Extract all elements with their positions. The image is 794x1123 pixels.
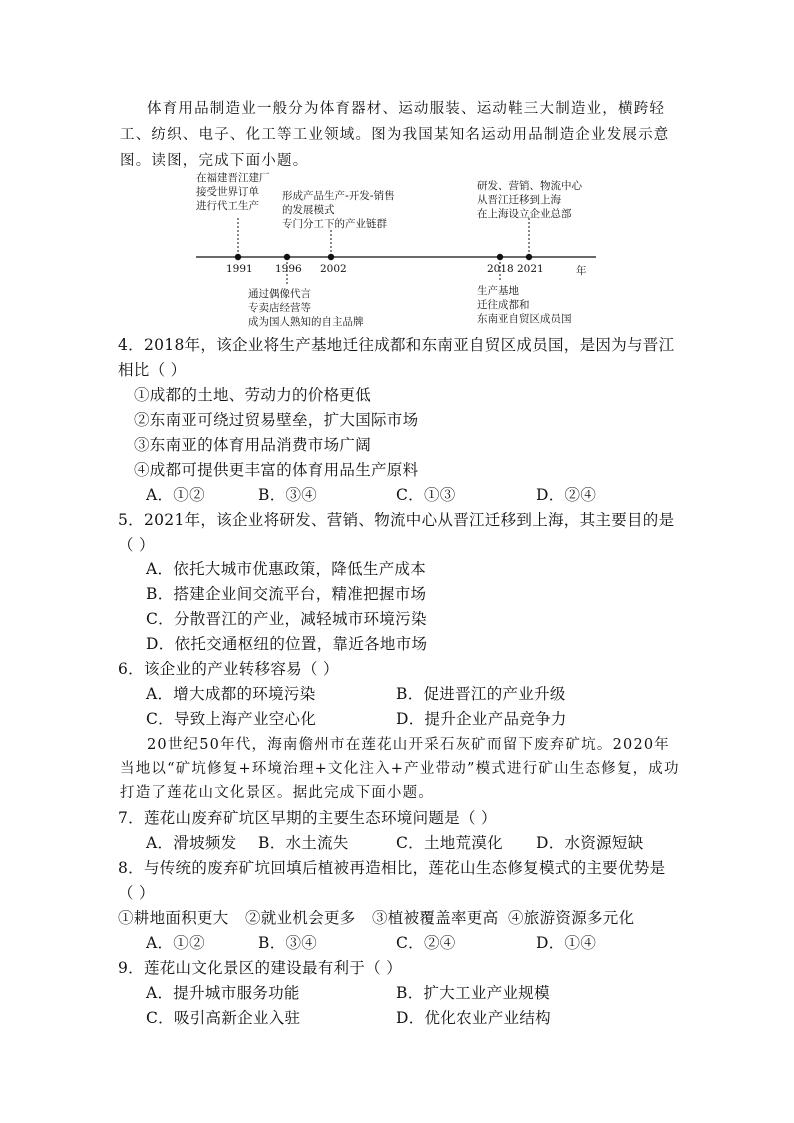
event-2021-text (477, 179, 582, 221)
q9-choice-a[interactable]: A．提升城市服务功能 (146, 984, 300, 1002)
event-line: 研发、营销、物流中心 (477, 180, 582, 192)
point-1996 (284, 254, 290, 260)
q6-stem: 6．该企业的产业转移容易（ ） (118, 660, 339, 678)
event-line: 专门分工下的产业链群 (282, 218, 387, 230)
q8-item-2: ②就业机会更多 (245, 909, 356, 927)
q6-choice-b[interactable]: B．促进晋江的产业升级 (396, 685, 566, 703)
event-line: 专卖店经营等 (248, 302, 311, 314)
q5-stem-line-2: （ ） (118, 536, 155, 554)
q6-choice-d[interactable]: D．提升企业产品竞争力 (396, 710, 567, 728)
point-2002 (328, 254, 334, 260)
q5-choice-d[interactable]: D．依托交通枢纽的位置，靠近各地市场 (146, 635, 428, 653)
q8-choice-b[interactable]: B．③④ (258, 934, 318, 952)
q8-item-3: ③植被覆盖率更高 (372, 909, 499, 927)
q8-choice-d[interactable]: D．①④ (536, 934, 597, 952)
event-1996-text (248, 287, 364, 329)
q7-choice-d[interactable]: D．水资源短缺 (536, 834, 644, 852)
q4-choice-c[interactable]: C．①③ (396, 486, 456, 504)
year-label-1991: 1991 (226, 263, 253, 275)
q9-choice-d[interactable]: D．优化农业产业结构 (396, 1009, 551, 1027)
q8-stem-line-1: 8．与传统的废弃矿坑回填后植被再造相比，莲花山生态修复模式的主要优势是 (118, 859, 666, 877)
q5-choice-a[interactable]: A．依托大城市优惠政策，降低生产成本 (146, 560, 427, 578)
timeline-graphic (0, 0, 794, 340)
point-2021 (526, 254, 532, 260)
q6-choice-a[interactable]: A．增大成都的环境污染 (146, 685, 316, 703)
q7-stem: 7．莲花山废弃矿坑区早期的主要生态环境问题是（ ） (118, 809, 497, 827)
q4-stem-line-1: 4．2018年，该企业将生产基地迁往成都和东南亚自贸区成员国，是因为与晋江 (118, 336, 675, 354)
q4-choice-a[interactable]: A．①② (146, 486, 205, 504)
q4-item-1: ①成都的土地、劳动力的价格更低 (134, 386, 372, 404)
event-1991-text (196, 171, 270, 213)
q9-choice-b[interactable]: B．扩大工业产业规模 (396, 984, 550, 1002)
event-line: 从晋江迁移到上海 (477, 194, 561, 206)
event-line: 形成产品生产-开发-销售 (282, 190, 395, 202)
intro-paragraph-line-2: 工、纺织、电子、化工等工业领域。图为我国某知名运动用品制造企业发展示意 (120, 127, 670, 143)
event-line: 迁往成都和 (477, 299, 530, 311)
q8-choice-a[interactable]: A．①② (146, 934, 205, 952)
q7-choice-b[interactable]: B．水土流失 (258, 834, 349, 852)
event-line: 通过偶像代言 (248, 288, 311, 300)
q9-stem: 9．莲花山文化景区的建设最有利于（ ） (118, 959, 402, 977)
q5-stem-line-1: 5．2021年，该企业将研发、营销、物流中心从晋江迁移到上海，其主要目的是 (118, 511, 675, 529)
q4-item-3: ③东南亚的体育用品消费市场广阔 (134, 436, 372, 454)
q4-choice-d[interactable]: D．②④ (536, 486, 597, 504)
event-2002-text (282, 189, 395, 231)
event-line: 成为国人熟知的自主品牌 (248, 316, 364, 328)
timeline-diagram (0, 0, 794, 340)
event-line: 在福建晋江建厂 (196, 172, 270, 184)
q4-choice-b[interactable]: B．③④ (258, 486, 318, 504)
q6-choice-c[interactable]: C．导致上海产业空心化 (146, 710, 317, 728)
intro2-paragraph-line-2: 当地以“矿坑修复+环境治理+文化注入+产业带动”模式进行矿山生态修复，成功 (120, 761, 680, 777)
q5-choice-b[interactable]: B．搭建企业间交流平台，精准把握市场 (146, 585, 427, 603)
q5-choice-c[interactable]: C．分散晋江的产业，减轻城市环境污染 (146, 610, 427, 628)
year-label-1996: 1996 (275, 263, 302, 275)
event-2018-text (477, 284, 572, 326)
axis-unit-label: 年 (576, 265, 587, 277)
q8-item-1: ①耕地面积更大 (118, 909, 229, 927)
intro2-paragraph-line-3: 打造了莲花山文化景区。据此完成下面小题。 (120, 785, 434, 801)
q4-stem-line-2: 相比（ ） (118, 361, 187, 379)
event-line: 生产基地 (477, 285, 519, 297)
q9-choice-c[interactable]: C．吸引高新企业入驻 (146, 1009, 301, 1027)
q8-item-4: ④旅游资源多元化 (508, 909, 635, 927)
event-line: 在上海设立企业总部 (477, 208, 572, 220)
year-label-2021: 2021 (517, 263, 544, 275)
q7-choice-c[interactable]: C．土地荒漠化 (396, 834, 503, 852)
q4-item-4: ④成都可提供更丰富的体育用品生产原料 (134, 461, 419, 479)
intro2-paragraph-line-1: 20世纪50年代，海南儋州市在莲花山开采石灰矿而留下废弃矿坑。2020年 (147, 737, 671, 753)
q4-item-2: ②东南亚可绕过贸易壁垒，扩大国际市场 (134, 411, 419, 429)
event-line: 东南亚自贸区成员国 (477, 313, 572, 325)
event-line: 接受世界订单 (196, 186, 259, 198)
point-1991 (235, 254, 241, 260)
year-label-2002: 2002 (320, 263, 347, 275)
event-line: 的发展模式 (282, 204, 335, 216)
point-2018 (497, 254, 503, 260)
q8-choice-c[interactable]: C．②④ (396, 934, 456, 952)
year-label-2018: 2018 (487, 263, 514, 275)
intro-paragraph-line-3: 图。读图，完成下面小题。 (120, 153, 309, 169)
q7-choice-a[interactable]: A．滑坡频发 (146, 834, 237, 852)
event-line: 进行代工生产 (196, 200, 259, 212)
q8-stem-line-2: （ ） (118, 884, 155, 902)
intro-paragraph-line-1: 体育用品制造业一般分为体育器材、运动服装、运动鞋三大制造业，横跨轻 (147, 101, 666, 117)
